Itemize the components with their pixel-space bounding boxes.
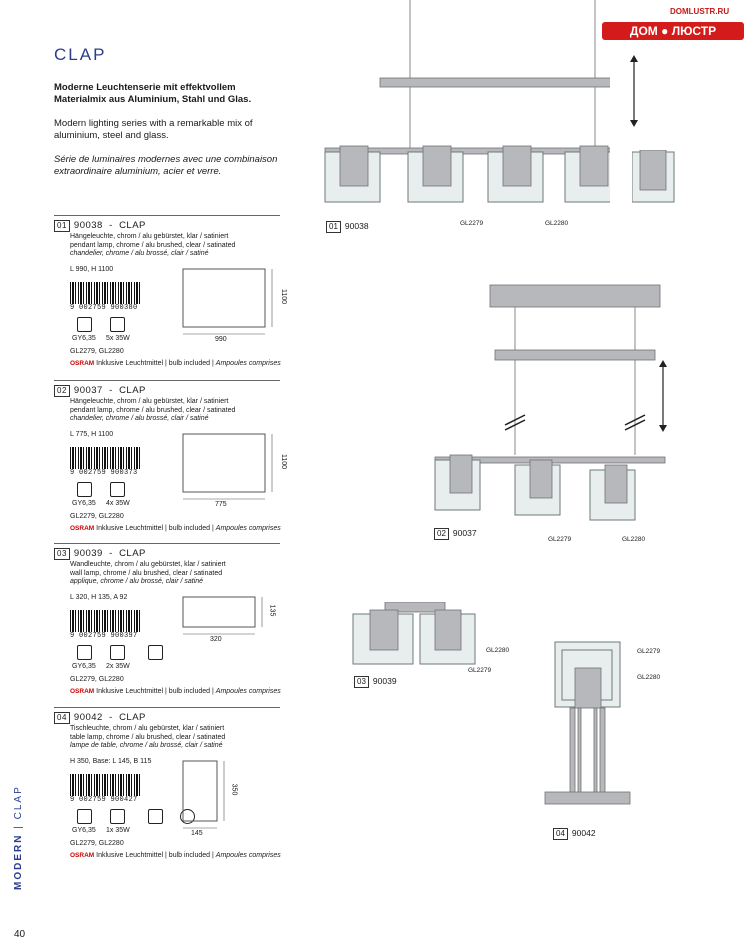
socket-icon: [77, 809, 92, 824]
osram-note: OSRAM Inklusive Leuchtmittel | bulb included | Ampoules comprises: [70, 525, 281, 532]
product-separator: [54, 215, 280, 216]
product-number: 04: [54, 712, 70, 724]
dash-separator: -: [105, 548, 116, 559]
sidebar-category: [13, 785, 24, 890]
dimension-height: 1100: [280, 288, 288, 305]
sidebar-divider: |: [13, 819, 24, 829]
osram-note: OSRAM Inklusive Leuchtmittel | bulb included | Ampoules comprises: [70, 360, 281, 367]
dimension-width: 990: [215, 336, 227, 343]
photo-label-90039: [354, 676, 397, 688]
glass-label: GL2279: [468, 667, 492, 674]
intro-french: Série de luminaires modernes avec une combinaison extraordinaire aluminium, acier et verre.: [54, 154, 278, 177]
product-heading: [54, 385, 146, 397]
photo-number: 03: [354, 676, 369, 688]
dimension-width: 145: [191, 830, 203, 837]
product-description: [70, 398, 280, 424]
osram-de: Inklusive Leuchtmittel: [96, 525, 164, 532]
socket-type: GY6,35: [72, 500, 96, 507]
glass-codes: GL2279, GL2280: [70, 513, 124, 520]
category-label: MODERN: [13, 833, 24, 890]
page-number: 40: [14, 929, 26, 940]
lamp-post: [600, 708, 605, 793]
dimension-width: 320: [210, 636, 222, 643]
lamp-holder: [370, 610, 398, 650]
barcode-number: 9 002759 900397: [70, 632, 138, 640]
height-adjust-arrow-icon: [626, 55, 642, 127]
glass-label: GL2280: [486, 647, 510, 654]
osram-en: bulb included: [168, 525, 211, 532]
socket-icon: [77, 482, 92, 497]
ceiling-canopy: [490, 285, 660, 307]
bulb-wattage: 5x 35W: [106, 335, 130, 342]
osram-logo: OSRAM: [70, 360, 95, 367]
dimension-height: 350: [230, 783, 238, 796]
height-adjust-arrow-icon: [655, 360, 671, 432]
photo-90042: [540, 640, 635, 820]
lamp-holder: [435, 610, 461, 650]
socket-type: GY6,35: [72, 335, 96, 342]
product-name: CLAP: [119, 548, 146, 559]
bulb-icon: [110, 809, 125, 824]
bulb-icon: [110, 482, 125, 497]
bulb-icon: [110, 317, 125, 332]
dimension-height: 1100: [280, 453, 288, 470]
osram-fr: Ampoules comprises: [215, 852, 281, 859]
desc-french: chandelier, chrome / alu brossé, clair / satiné: [70, 250, 209, 258]
barcode: [70, 447, 142, 469]
glass-label: GL2280: [545, 220, 569, 227]
desc-french: lampe de table, chrome / alu brossé, clair / satiné: [70, 742, 223, 750]
photo-number: 01: [326, 221, 341, 233]
page-title: CLAP: [54, 45, 107, 64]
lamp-holder: [575, 668, 601, 708]
dimension-width: 775: [215, 501, 227, 508]
protection-class-icon: [148, 645, 163, 660]
desc-english: pendant lamp, chrome / alu brushed, clear / satinated: [70, 406, 236, 414]
photo-90037: [425, 275, 675, 525]
logo-left-text: ДОМ: [629, 24, 658, 38]
desc-german: Tischleuchte, chrom / alu gebürstet, klar / satiniert: [70, 725, 225, 732]
photo-label-90042: [553, 828, 596, 840]
lamp-post: [570, 708, 575, 793]
photo-number: 02: [434, 528, 449, 540]
barcode-number: 9 002759 900373: [70, 469, 138, 477]
dash-separator: -: [105, 220, 116, 231]
photo-code: 90042: [571, 828, 596, 838]
osram-en: bulb included: [168, 688, 211, 695]
product-description: [70, 725, 280, 751]
product-dimensions: H 350, Base: L 145, B 115: [70, 758, 152, 765]
photo-90039: [350, 602, 480, 672]
photo-code: 90039: [372, 676, 397, 686]
barcode: [70, 774, 142, 796]
osram-fr: Ampoules comprises: [215, 525, 281, 532]
product-description: [70, 561, 280, 587]
product-separator: [54, 543, 280, 544]
bulb-wattage: 1x 35W: [106, 827, 130, 834]
osram-en: bulb included: [168, 360, 211, 367]
osram-en: bulb included: [168, 852, 211, 859]
product-number: 03: [54, 548, 70, 560]
socket-icon: [77, 645, 92, 660]
brand-logo[interactable]: [602, 22, 744, 40]
osram-logo: OSRAM: [70, 525, 95, 532]
osram-de: Inklusive Leuchtmittel: [96, 688, 164, 695]
product-dimensions: L 990, H 1100: [70, 266, 114, 273]
logo-right-text: ЛЮСТР: [671, 24, 717, 38]
glass-codes: GL2279, GL2280: [70, 840, 124, 847]
glass-codes: GL2279, GL2280: [70, 348, 124, 355]
photo-90038-end-shade: [632, 150, 677, 205]
bulb-icon: [110, 645, 125, 660]
osram-note: OSRAM Inklusive Leuchtmittel | bulb included | Ampoules comprises: [70, 852, 281, 859]
glass-label: GL2279: [637, 648, 661, 655]
technical-drawing: [178, 429, 278, 519]
desc-german: Hängeleuchte, chrom / alu gebürstet, klar / satiniert: [70, 233, 229, 240]
glass-label: GL2279: [548, 536, 572, 543]
socket-icon: [77, 317, 92, 332]
product-description: [70, 233, 280, 259]
glass-codes: GL2279, GL2280: [70, 676, 124, 683]
osram-fr: Ampoules comprises: [215, 688, 281, 695]
desc-german: Wandleuchte, chrom / alu gebürstet, klar / satiniert: [70, 561, 226, 568]
intro-german: Moderne Leuchtenserie mit effektvollem Materialmix aus Aluminium, Stahl und Glas.: [54, 82, 252, 105]
glass-label: GL2279: [460, 220, 484, 227]
desc-french: chandelier, chrome / alu brossé, clair / satiné: [70, 415, 209, 423]
product-name: CLAP: [119, 220, 146, 231]
desc-french: applique, chrome / alu brossé, clair / satiné: [70, 578, 204, 586]
product-code: 90042: [73, 712, 103, 723]
product-heading: [54, 712, 146, 724]
desc-english: table lamp, chrome / alu brushed, clear / satinated: [70, 733, 226, 741]
osram-fr: Ampoules comprises: [215, 360, 281, 367]
photo-code: 90038: [344, 221, 369, 231]
osram-de: Inklusive Leuchtmittel: [96, 852, 164, 859]
technical-drawing: [178, 264, 278, 354]
product-separator: [54, 380, 280, 381]
protection-class-icon: [148, 809, 163, 824]
dash-separator: -: [105, 712, 116, 723]
lamp-base: [545, 792, 630, 804]
product-number: 01: [54, 220, 70, 232]
ceiling-bar: [380, 78, 610, 87]
product-dimensions: L 775, H 1100: [70, 431, 114, 438]
desc-german: Hängeleuchte, chrom / alu gebürstet, klar / satiniert: [70, 398, 229, 405]
socket-type: GY6,35: [72, 663, 96, 670]
lamp-post: [578, 708, 581, 793]
socket-type: GY6,35: [72, 827, 96, 834]
glass-label: GL2280: [622, 536, 646, 543]
intro-english: Modern lighting series with a remarkable mix of aluminium, steel and glass.: [54, 118, 253, 141]
product-dimensions: L 320, H 135, A 92: [70, 594, 128, 601]
product-code: 90037: [73, 385, 103, 396]
photo-number: 04: [553, 828, 568, 840]
photo-90038: [320, 0, 610, 240]
barcode: [70, 610, 142, 632]
osram-de: Inklusive Leuchtmittel: [96, 360, 164, 367]
lamp-icon: ●: [661, 24, 669, 38]
brand-url[interactable]: DOMLUSTR.RU: [670, 7, 730, 16]
product-heading: [54, 548, 146, 560]
lamp-post: [594, 708, 597, 793]
dash-separator: -: [105, 385, 116, 396]
barcode-number: 9 002759 900427: [70, 796, 138, 804]
bulb-wattage: 4x 35W: [106, 500, 130, 507]
product-name: CLAP: [119, 385, 146, 396]
product-separator: [54, 707, 280, 708]
lamp-shades: [435, 455, 635, 520]
product-code: 90039: [73, 548, 103, 559]
photo-label-90037: [434, 528, 477, 540]
technical-drawing: [178, 592, 278, 682]
product-heading: [54, 220, 146, 232]
dimension-height: 135: [268, 604, 276, 617]
osram-logo: OSRAM: [70, 688, 95, 695]
barcode: [70, 282, 142, 304]
glass-label: GL2280: [637, 674, 661, 681]
photo-label-90038: [326, 221, 369, 233]
desc-english: wall lamp, chrome / alu brushed, clear / satinated: [70, 569, 223, 577]
product-code: 90038: [73, 220, 103, 231]
product-name: CLAP: [119, 712, 146, 723]
product-number: 02: [54, 385, 70, 397]
osram-note: OSRAM Inklusive Leuchtmittel | bulb included | Ampoules comprises: [70, 688, 281, 695]
middle-bar: [495, 350, 655, 360]
osram-logo: OSRAM: [70, 852, 95, 859]
series-label: CLAP: [13, 785, 24, 820]
bulb-wattage: 2x 35W: [106, 663, 130, 670]
desc-english: pendant lamp, chrome / alu brushed, clear / satinated: [70, 241, 236, 249]
barcode-number: 9 002759 900380: [70, 304, 138, 312]
photo-code: 90037: [452, 528, 477, 538]
